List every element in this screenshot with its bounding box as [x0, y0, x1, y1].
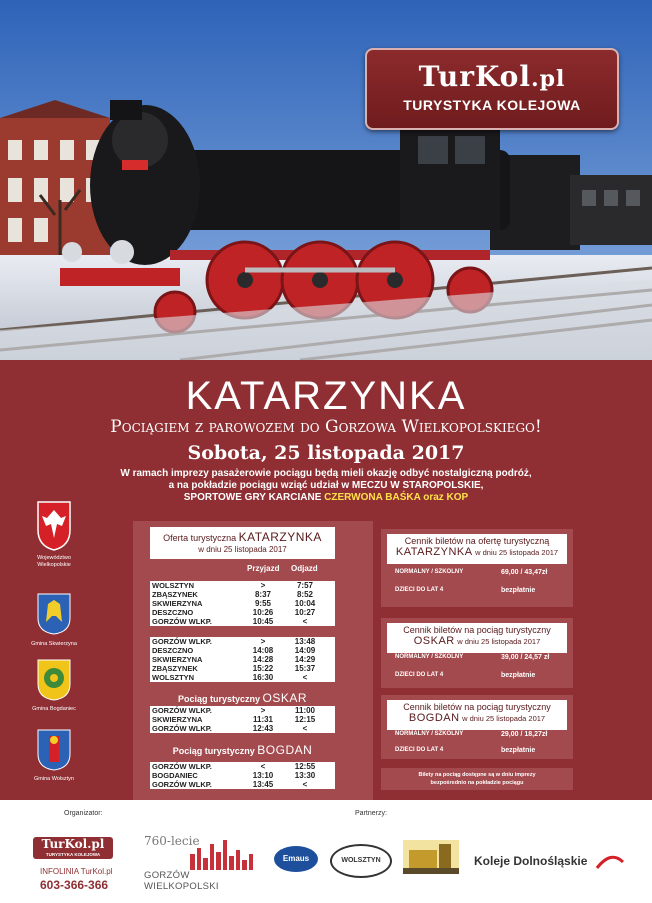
table-row: ZBĄSZYNEK 15:22 15:37 — [152, 664, 316, 673]
table-row: GORZÓW WLKP. 12:43 < — [152, 724, 308, 733]
infolinia-label: INFOLINIA TurKol.pl — [40, 867, 113, 876]
intro-line-2: a na pokładzie pociągu wziąć udział w MECZU W STAROPOLSKIE, — [168, 480, 484, 491]
event-subtitle: Pociągiem z parowozem do Gorzowa Wielkopolskiego! — [110, 417, 542, 437]
footer — [0, 800, 652, 903]
table-row: GORZÓW WLKP. 13:45 < — [152, 780, 308, 789]
intro-line-1: W ramach imprezy pasażerowie pociągu będą mieli okazję odbyć nostalgiczną podróż, — [120, 468, 532, 479]
price-row-kids: DZIECI DO LAT 4 bezpłatnie — [395, 672, 536, 679]
crest-bogdaniec-icon — [36, 658, 72, 702]
table-row: BOGDANIEC 13:10 13:30 — [152, 771, 316, 780]
oskar-title: Pociąg turystyczny OSKAR — [177, 691, 308, 705]
event-intro — [40, 468, 612, 504]
emaus-logo: Emaus — [274, 846, 318, 872]
ticket-note: Bilety na pociąg dostępne są w dniu imprezy bezpośrednio na pokładzie pociągu — [381, 768, 573, 790]
swoosh-icon — [595, 854, 625, 870]
crest-wielkopolska-icon — [36, 500, 72, 552]
intro-highlight: CZERWONA BAŚKA oraz KOP — [324, 492, 469, 503]
price-head: Cennik biletów na pociąg turystyczny OSKAR w dniu 25 listopada 2017 — [387, 623, 567, 653]
bogdan-title: Pociąg turystyczny BOGDAN — [172, 743, 313, 757]
logo-brand-suffix: .pl — [531, 66, 566, 92]
organizer-label: Organizator: — [64, 810, 103, 817]
crest-wolsztyn-icon — [36, 728, 72, 772]
price-head: Cennik biletów na ofertę turystyczną KATARZYNKA w dniu 25 listopada 2017 — [387, 534, 567, 564]
timetable-box — [133, 521, 373, 800]
table-row: GORZÓW WLKP. < 12:55 — [152, 762, 316, 771]
table-row: DESZCZNO 10:26 10:27 — [152, 608, 316, 617]
col-departure: Odjazd — [291, 564, 318, 573]
table-row: GORZÓW WLKP. 10:45 < — [152, 617, 308, 626]
timetable-head-name: KATARZYNKA — [238, 530, 322, 544]
timetable-block-bogdan — [150, 762, 335, 789]
crest-label-wielkopolska: Województwo Wielkopolskie — [37, 555, 71, 568]
intro-line-3: SPORTOWE GRY KARCIANE — [183, 492, 322, 503]
price-box-katarzynka — [381, 529, 573, 607]
timetable-block-oskar — [150, 706, 335, 733]
crest-label-bogdaniec: Gmina Bogdaniec — [32, 706, 76, 712]
turkol-logo[interactable] — [365, 48, 619, 130]
wolsztyn-logo: WOLSZTYN — [330, 844, 392, 878]
col-arrival: Przyjazd — [247, 564, 280, 573]
partners-label: Partnerzy: — [355, 810, 387, 817]
crest-skwierzyna-icon — [36, 592, 72, 636]
logo-brand: TurKol — [418, 60, 531, 93]
price-row-normal: NORMALNY / SZKOLNY 29,00 / 18,27zł — [395, 731, 548, 738]
timetable-block-1 — [150, 581, 335, 626]
timetable-head-prefix: Oferta turystyczna — [163, 533, 237, 543]
timetable-head-date: w dniu 25 listopada 2017 — [198, 545, 287, 554]
table-row: GORZÓW WLKP. > 11:00 — [152, 706, 316, 715]
timetable-block-2 — [150, 637, 335, 682]
phone-number[interactable]: 603-366-366 — [40, 878, 109, 892]
price-row-normal: NORMALNY / SZKOLNY 39,00 / 24,57 zł — [395, 654, 550, 661]
event-title: KATARZYNKA — [185, 374, 467, 418]
price-box-oskar — [381, 618, 573, 688]
skyline-icon — [190, 840, 256, 870]
koleje-dolnoslaskie-logo: Koleje Dolnośląskie — [474, 854, 625, 870]
station-building-icon — [403, 840, 459, 874]
crest-label-skwierzyna: Gmina Skwierzyna — [31, 641, 77, 647]
gorzow-760-logo: 760-lecie GORZÓW WIELKOPOLSKI — [144, 834, 259, 884]
hero-photo — [0, 0, 652, 360]
event-panel — [0, 360, 652, 800]
table-row: WOLSZTYN > 7:57 — [152, 581, 313, 590]
table-row: SKWIERZYNA 11:31 12:15 — [152, 715, 316, 724]
price-row-normal: NORMALNY / SZKOLNY 69,00 / 43,47zł — [395, 569, 548, 576]
table-row: ZBĄSZYNEK 8:37 8:52 — [152, 590, 313, 599]
timetable-header — [150, 527, 335, 559]
table-row: GORZÓW WLKP. > 13:48 — [152, 637, 316, 646]
price-box-bogdan — [381, 695, 573, 759]
price-row-kids: DZIECI DO LAT 4 bezpłatnie — [395, 587, 536, 594]
table-row: DESZCZNO 14:08 14:09 — [152, 646, 316, 655]
table-row: WOLSZTYN 16:30 < — [152, 673, 308, 682]
price-row-kids: DZIECI DO LAT 4 bezpłatnie — [395, 747, 536, 754]
table-row: SKWIERZYNA 14:28 14:29 — [152, 655, 316, 664]
event-date: Sobota, 25 listopada 2017 — [187, 442, 465, 464]
table-row: SKWIERZYNA 9:55 10:04 — [152, 599, 316, 608]
price-head: Cennik biletów na pociąg turystyczny BOGDAN w dniu 25 listopada 2017 — [387, 700, 567, 730]
logo-tagline: TURYSTYKA KOLEJOWA — [403, 97, 581, 113]
crest-label-wolsztyn: Gmina Wolsztyn — [34, 776, 74, 782]
turkol-mini-logo[interactable]: TurKol.pl TURYSTYKA KOLEJOWA — [33, 837, 113, 859]
